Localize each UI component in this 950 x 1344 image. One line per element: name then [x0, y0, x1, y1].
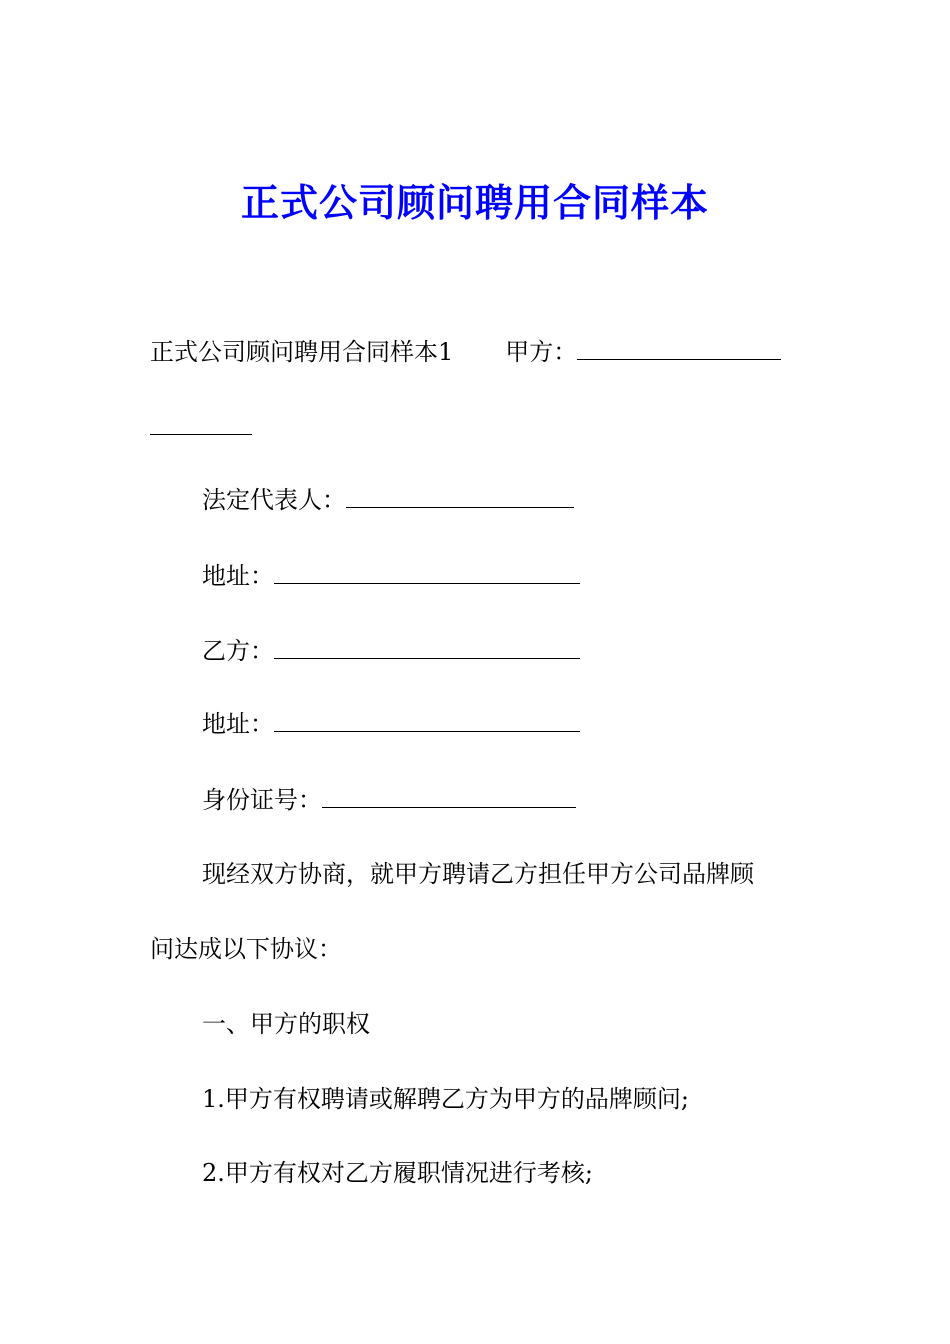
- intro-line: [150, 336, 781, 368]
- paragraph-1-line-1: 现经双方协商，就甲方聘请乙方担任甲方公司品牌顾: [202, 860, 754, 888]
- address-a-label: 地址：: [202, 562, 274, 590]
- id-number-line: [202, 784, 576, 816]
- address-a-line: [202, 560, 580, 592]
- address-a-blank: [274, 561, 580, 584]
- party-a-blank: [577, 337, 781, 360]
- legal-rep-line: [202, 484, 574, 516]
- party-a-blank-continued: [150, 433, 252, 435]
- party-a-label: 甲方：: [505, 338, 578, 366]
- document-title: 正式公司顾问聘用合同样本: [240, 181, 709, 225]
- section-1-heading: 一、甲方的职权: [202, 1010, 370, 1038]
- intro-label: 正式公司顾问聘用合同样本1: [150, 338, 454, 366]
- id-number-label: 身份证号：: [202, 786, 322, 814]
- paragraph-1-line-2: 问达成以下协议：: [150, 935, 342, 963]
- clause-1: 1.甲方有权聘请或解聘乙方为甲方的品牌顾问;: [202, 1085, 689, 1113]
- address-b-blank: [274, 709, 580, 732]
- party-b-blank: [274, 636, 580, 659]
- legal-rep-label: 法定代表人：: [202, 486, 346, 514]
- clause-2: 2.甲方有权对乙方履职情况进行考核;: [202, 1159, 593, 1187]
- legal-rep-blank: [346, 485, 574, 508]
- id-number-blank: [322, 785, 576, 808]
- address-b-line: [202, 708, 580, 740]
- party-b-line: [202, 635, 580, 667]
- address-b-label: 地址：: [202, 710, 274, 738]
- party-b-label: 乙方：: [202, 637, 274, 665]
